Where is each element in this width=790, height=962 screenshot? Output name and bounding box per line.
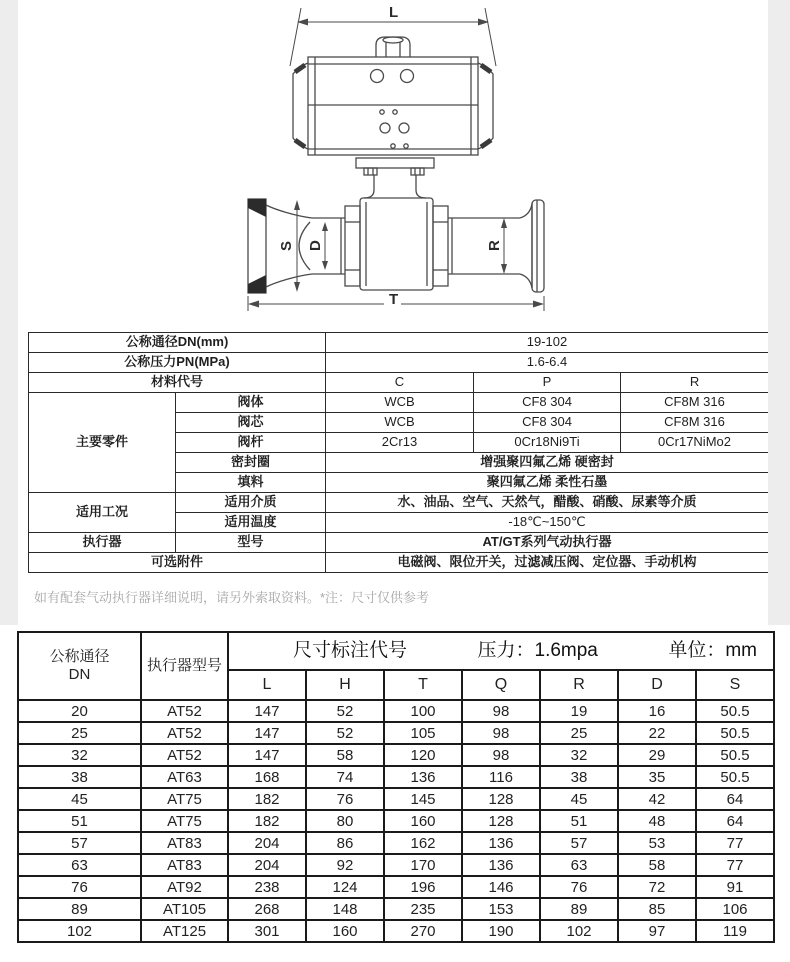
- cell-s: 106: [696, 898, 774, 920]
- table-row: [18, 920, 774, 942]
- mounting-bracket: [356, 158, 434, 198]
- cell-model: AT52: [141, 744, 228, 766]
- spec-group-label: 主要零件: [29, 393, 176, 493]
- drawing-section: [18, 0, 768, 332]
- cell-s: 50.5: [696, 722, 774, 744]
- cell-h: 58: [306, 744, 384, 766]
- dimension-D: [307, 222, 328, 270]
- cell-l: 204: [228, 832, 306, 854]
- column-header-R: R: [540, 670, 618, 700]
- spec-row-dn: [29, 333, 769, 353]
- cell-s: 50.5: [696, 700, 774, 722]
- spec-value: WCB: [326, 393, 474, 413]
- cell-dn: 20: [18, 700, 141, 722]
- spec-value: 水、油品、空气、天然气，醋酸、硝酸、尿素等介质: [326, 493, 769, 513]
- pneumatic-actuator: [293, 37, 493, 155]
- spec-label: 阀杆: [176, 433, 326, 453]
- cell-t: 270: [384, 920, 462, 942]
- cell-q: 128: [462, 788, 540, 810]
- table-row: [18, 876, 774, 898]
- spec-label: 材料代号: [29, 373, 326, 393]
- cell-s: 77: [696, 854, 774, 876]
- svg-text:L: L: [389, 4, 399, 21]
- cell-l: 147: [228, 722, 306, 744]
- cell-d: 16: [618, 700, 696, 722]
- column-header-T: T: [384, 670, 462, 700]
- cell-dn: 32: [18, 744, 141, 766]
- cell-q: 190: [462, 920, 540, 942]
- cell-t: 145: [384, 788, 462, 810]
- cell-q: 146: [462, 876, 540, 898]
- cell-r: 32: [540, 744, 618, 766]
- cell-model: AT75: [141, 788, 228, 810]
- spec-table: [28, 332, 768, 573]
- footnote: 如有配套气动执行器详细说明，请另外索取资料。*注：尺寸仅供参考: [34, 590, 430, 605]
- cell-d: 35: [618, 766, 696, 788]
- cell-l: 168: [228, 766, 306, 788]
- cell-s: 91: [696, 876, 774, 898]
- spec-value: 增强聚四氟乙烯 硬密封: [326, 453, 769, 473]
- cell-s: 50.5: [696, 744, 774, 766]
- cell-d: 58: [618, 854, 696, 876]
- cell-s: 77: [696, 832, 774, 854]
- cell-dn: 76: [18, 876, 141, 898]
- cell-s: 64: [696, 788, 774, 810]
- actuator-column-header: 执行器型号: [141, 632, 228, 700]
- cell-model: AT92: [141, 876, 228, 898]
- svg-text:T: T: [389, 291, 399, 308]
- spec-label: 密封圈: [176, 453, 326, 473]
- spec-value: AT/GT系列气动执行器: [326, 533, 769, 553]
- table-row: [18, 700, 774, 722]
- cell-t: 160: [384, 810, 462, 832]
- cell-l: 147: [228, 744, 306, 766]
- spec-row-material-code: [29, 373, 769, 393]
- cell-d: 53: [618, 832, 696, 854]
- table-row: [18, 898, 774, 920]
- spec-value: CF8 304: [474, 393, 621, 413]
- dim-table-title-cell: [228, 632, 774, 670]
- cell-h: 80: [306, 810, 384, 832]
- cell-model: AT75: [141, 810, 228, 832]
- spec-label: 阀体: [176, 393, 326, 413]
- spec-value: WCB: [326, 413, 474, 433]
- spec-label: 阀芯: [176, 413, 326, 433]
- cell-r: 45: [540, 788, 618, 810]
- spec-value: 聚四氟乙烯 柔性石墨: [326, 473, 769, 493]
- cell-d: 48: [618, 810, 696, 832]
- table-row: [18, 766, 774, 788]
- cell-model: AT125: [141, 920, 228, 942]
- dimension-T: [248, 291, 544, 311]
- spec-label: 填料: [176, 473, 326, 493]
- cell-r: 76: [540, 876, 618, 898]
- spec-value: R: [621, 373, 769, 393]
- cell-r: 38: [540, 766, 618, 788]
- cell-h: 92: [306, 854, 384, 876]
- cell-t: 136: [384, 766, 462, 788]
- cell-dn: 57: [18, 832, 141, 854]
- cell-d: 97: [618, 920, 696, 942]
- cell-t: 100: [384, 700, 462, 722]
- spec-label: 可选附件: [29, 553, 326, 573]
- svg-text:D: D: [307, 240, 324, 251]
- spec-value: C: [326, 373, 474, 393]
- spec-value: 19-102: [326, 333, 769, 353]
- cell-model: AT52: [141, 700, 228, 722]
- cell-s: 119: [696, 920, 774, 942]
- cell-h: 52: [306, 722, 384, 744]
- spec-row-actuator: [29, 533, 769, 553]
- spec-value: 1.6-6.4: [326, 353, 769, 373]
- cell-t: 170: [384, 854, 462, 876]
- cell-s: 64: [696, 810, 774, 832]
- cell-t: 235: [384, 898, 462, 920]
- column-header-L: L: [228, 670, 306, 700]
- cell-dn: 102: [18, 920, 141, 942]
- table-row: [18, 722, 774, 744]
- cell-q: 116: [462, 766, 540, 788]
- unit-label: 单位：mm: [668, 639, 758, 661]
- svg-text:S: S: [278, 240, 295, 251]
- column-header-H: H: [306, 670, 384, 700]
- product-card: [18, 0, 768, 625]
- cell-model: AT105: [141, 898, 228, 920]
- dim-table-header-row-1: [18, 632, 774, 670]
- cell-l: 182: [228, 788, 306, 810]
- cell-t: 120: [384, 744, 462, 766]
- cell-t: 162: [384, 832, 462, 854]
- cell-q: 153: [462, 898, 540, 920]
- spec-value: CF8 304: [474, 413, 621, 433]
- cell-q: 136: [462, 854, 540, 876]
- cell-h: 148: [306, 898, 384, 920]
- spec-value: CF8M 316: [621, 393, 769, 413]
- cell-l: 268: [228, 898, 306, 920]
- cell-h: 76: [306, 788, 384, 810]
- svg-text:R: R: [486, 240, 503, 251]
- cell-h: 160: [306, 920, 384, 942]
- column-header-S: S: [696, 670, 774, 700]
- spec-value: 0Cr17NiMo2: [621, 433, 769, 453]
- spec-row-part: [29, 393, 769, 413]
- valve-body: [345, 198, 448, 290]
- cell-model: AT52: [141, 722, 228, 744]
- cell-r: 19: [540, 700, 618, 722]
- spec-label: 公称通径DN(mm): [29, 333, 326, 353]
- spec-label: 适用温度: [176, 513, 326, 533]
- spec-row-accessories: [29, 553, 769, 573]
- dimension-R: [486, 218, 507, 274]
- spec-label: 执行器: [29, 533, 176, 553]
- table-row: [18, 810, 774, 832]
- spec-group-label: 适用工况: [29, 493, 176, 533]
- cell-r: 51: [540, 810, 618, 832]
- spec-row-pn: [29, 353, 769, 373]
- spec-label: 公称压力PN(MPa): [29, 353, 326, 373]
- cell-l: 238: [228, 876, 306, 898]
- cell-r: 63: [540, 854, 618, 876]
- spec-value: 0Cr18Ni9Ti: [474, 433, 621, 453]
- cell-r: 25: [540, 722, 618, 744]
- cell-h: 52: [306, 700, 384, 722]
- cell-model: AT63: [141, 766, 228, 788]
- cell-q: 98: [462, 722, 540, 744]
- cell-model: AT83: [141, 832, 228, 854]
- dn-column-header: [18, 632, 141, 700]
- dn-header-line2: DN: [68, 666, 91, 683]
- spec-value: -18℃~150℃: [326, 513, 769, 533]
- cell-d: 85: [618, 898, 696, 920]
- cell-l: 301: [228, 920, 306, 942]
- spec-label: 型号: [176, 533, 326, 553]
- cell-dn: 89: [18, 898, 141, 920]
- cell-r: 57: [540, 832, 618, 854]
- cell-q: 136: [462, 832, 540, 854]
- dn-header-line1: 公称通径: [49, 648, 110, 665]
- cell-dn: 38: [18, 766, 141, 788]
- spec-value: CF8M 316: [621, 413, 769, 433]
- cell-r: 102: [540, 920, 618, 942]
- cell-d: 29: [618, 744, 696, 766]
- cell-h: 74: [306, 766, 384, 788]
- cell-dn: 45: [18, 788, 141, 810]
- cell-l: 147: [228, 700, 306, 722]
- cell-d: 22: [618, 722, 696, 744]
- spec-label: 适用介质: [176, 493, 326, 513]
- pressure-label: 压力：1.6mpa: [477, 639, 598, 661]
- dim-table-title: 尺寸标注代号: [293, 639, 408, 661]
- spec-value: P: [474, 373, 621, 393]
- cell-s: 50.5: [696, 766, 774, 788]
- dimensions-section: [0, 625, 790, 943]
- cell-q: 98: [462, 744, 540, 766]
- cell-t: 105: [384, 722, 462, 744]
- table-row: [18, 788, 774, 810]
- cell-l: 182: [228, 810, 306, 832]
- dimension-table: [17, 631, 775, 943]
- valve-technical-drawing: [18, 0, 768, 332]
- cell-l: 204: [228, 854, 306, 876]
- column-header-D: D: [618, 670, 696, 700]
- cell-r: 89: [540, 898, 618, 920]
- column-header-Q: Q: [462, 670, 540, 700]
- cell-dn: 63: [18, 854, 141, 876]
- spec-row-condition: [29, 493, 769, 513]
- cell-dn: 51: [18, 810, 141, 832]
- cell-d: 42: [618, 788, 696, 810]
- spec-value: 2Cr13: [326, 433, 474, 453]
- cell-d: 72: [618, 876, 696, 898]
- cell-h: 124: [306, 876, 384, 898]
- cell-dn: 25: [18, 722, 141, 744]
- spec-value: 电磁阀、限位开关，过滤减压阀、定位器、手动机构: [326, 553, 769, 573]
- cell-q: 98: [462, 700, 540, 722]
- cell-model: AT83: [141, 854, 228, 876]
- table-row: [18, 744, 774, 766]
- cell-q: 128: [462, 810, 540, 832]
- table-row: [18, 832, 774, 854]
- cell-h: 86: [306, 832, 384, 854]
- cell-t: 196: [384, 876, 462, 898]
- table-row: [18, 854, 774, 876]
